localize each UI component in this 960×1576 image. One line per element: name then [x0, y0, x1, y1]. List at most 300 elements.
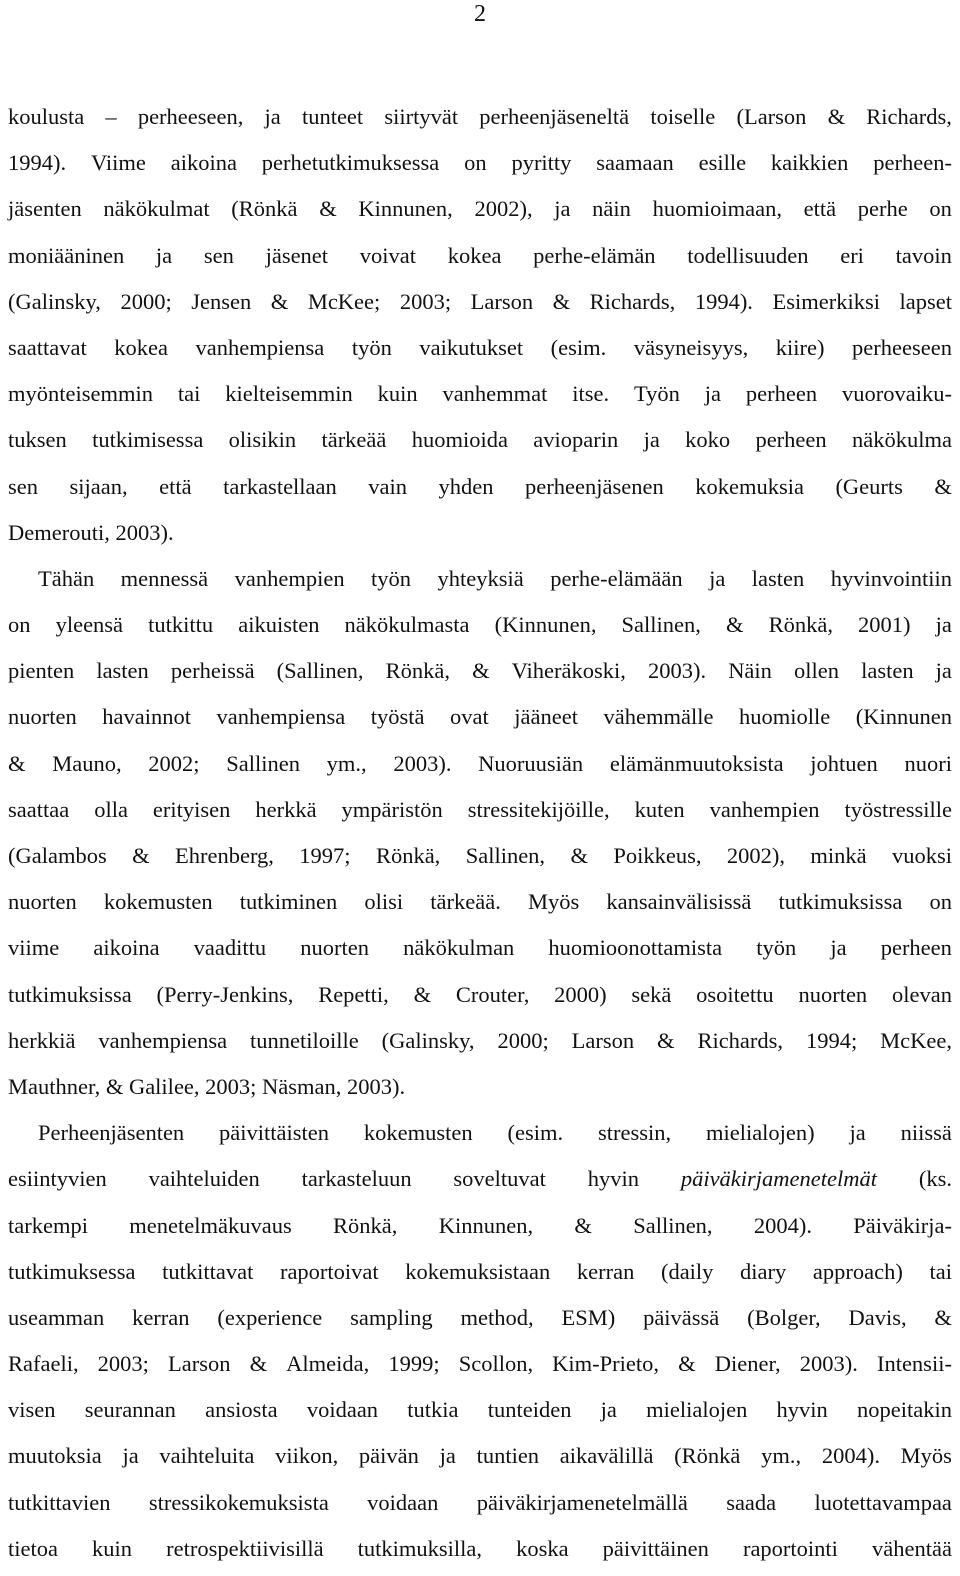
word: (ks.: [918, 1166, 952, 1192]
word: Davis,: [848, 1304, 907, 1330]
word: herkkä: [255, 796, 317, 822]
word: visen: [8, 1397, 56, 1423]
word: kerran: [576, 1258, 635, 1284]
word: 1999;: [388, 1351, 440, 1377]
word: Sallinen,: [465, 843, 546, 868]
word: pyritty: [511, 150, 572, 176]
word: perhe-elämään: [550, 565, 683, 591]
word: (esim.: [550, 334, 607, 360]
word: ja: [600, 1397, 617, 1423]
word: (experience: [217, 1304, 323, 1330]
word: hyvinvointiin: [830, 565, 952, 591]
word: saada: [726, 1489, 777, 1515]
word: huomioimaan,: [652, 196, 782, 222]
word: tutkia: [407, 1397, 459, 1423]
word: tai: [929, 1258, 952, 1284]
word: (Galinsky,: [381, 1027, 475, 1053]
word: &: [934, 1304, 952, 1330]
word: tutkittavien: [8, 1489, 111, 1515]
word: yleensä: [55, 612, 124, 638]
word: on: [8, 612, 31, 638]
word: Kinnunen,: [438, 1212, 534, 1238]
word: 2003;: [97, 1351, 149, 1377]
word: &: [249, 1351, 268, 1377]
word: kokemusten: [103, 889, 213, 915]
word: Myös: [900, 1443, 952, 1469]
word: &: [574, 1212, 592, 1238]
word: lasten: [751, 565, 805, 591]
word: stressikokemuksista: [148, 1489, 329, 1515]
text-line: [8, 140, 952, 186]
word: vanhempiensa: [195, 334, 325, 360]
word: sen: [8, 473, 38, 499]
word: ja: [554, 196, 571, 222]
word: ym.,: [326, 750, 367, 776]
word: Perheenjäsenten: [38, 1120, 185, 1146]
word: Rönkä,: [333, 1212, 398, 1238]
word: perheen: [755, 427, 827, 453]
word: kiire): [775, 334, 825, 360]
word: perheissä: [170, 658, 255, 684]
word: 2000;: [497, 1027, 549, 1053]
word: Sallinen,: [621, 612, 701, 638]
text-line: [8, 1526, 952, 1572]
word: esiintyvien: [8, 1166, 107, 1192]
word: avioparin: [533, 427, 619, 453]
word: 1997;: [299, 843, 351, 868]
text-line: [8, 741, 952, 787]
word: viikon,: [275, 1443, 339, 1469]
word: siirtyvät: [384, 104, 459, 129]
word: 2003).: [647, 658, 707, 684]
word: raportoivat: [279, 1258, 379, 1284]
word: tarkempi: [8, 1212, 88, 1238]
word: minkä: [810, 843, 867, 868]
word: Larson: [168, 1351, 231, 1377]
word: nuorten: [300, 935, 369, 961]
word: vanhempiensa: [98, 1027, 228, 1053]
word: &: [270, 288, 289, 314]
word: työn: [351, 334, 392, 360]
word: Kinnunen,: [358, 196, 453, 222]
word: näkökulmasta: [344, 612, 470, 638]
word: aikavälillä: [559, 1443, 654, 1469]
word: perhe-elämän: [533, 242, 656, 268]
word: nuori: [904, 750, 952, 776]
word: kansainvälisissä: [606, 889, 752, 915]
word: näkökulma: [851, 427, 952, 453]
word: saamaan: [596, 150, 674, 176]
word: että: [159, 473, 192, 499]
word: kokemuksistaan: [405, 1258, 551, 1284]
word: Jensen: [191, 288, 252, 314]
word: tutkittavat: [162, 1258, 254, 1284]
word: diary: [740, 1258, 787, 1284]
word: tutkimuksilla,: [357, 1535, 483, 1561]
word: päivittäinen: [602, 1535, 709, 1561]
word: vanhempien: [234, 565, 345, 591]
word: (Sallinen,: [276, 658, 364, 684]
word: retrospektiivisillä: [166, 1535, 324, 1561]
word: mielialojen: [646, 1397, 748, 1423]
word: Scollon,: [458, 1351, 534, 1377]
word: vähentää: [872, 1535, 952, 1561]
word: luotettavampaa: [814, 1489, 952, 1515]
word: soveltuvat: [453, 1166, 546, 1192]
word: menetelmäkuvaus: [129, 1212, 292, 1238]
word: mielialojen): [705, 1120, 815, 1146]
word: tutkimisessa: [92, 427, 204, 453]
word: on: [929, 889, 952, 915]
word: havainnot: [102, 704, 191, 730]
word: kuin: [377, 381, 418, 407]
word: vaikutukset: [419, 334, 524, 360]
word: 2003;: [399, 288, 452, 314]
word: työstä: [370, 704, 425, 730]
word: Työn: [634, 381, 680, 407]
text-line: [8, 1433, 952, 1479]
word: olevan: [891, 981, 952, 1007]
word: Kim-Prieto,: [552, 1351, 660, 1377]
word: perheeseen: [852, 334, 952, 360]
word: sampling: [350, 1304, 433, 1330]
word: tunteet: [301, 104, 364, 129]
word: tutkimuksissa: [778, 889, 903, 915]
word: vuorovaiku-: [841, 381, 952, 407]
word: tutkiminen: [239, 889, 338, 915]
word: 2000;: [120, 288, 172, 314]
word: niissä: [900, 1120, 952, 1146]
word: 2003).: [799, 1351, 858, 1377]
word: kokemusten: [363, 1120, 473, 1146]
word: olla: [94, 796, 128, 822]
word: näin: [592, 196, 631, 222]
word: työn: [756, 935, 797, 961]
text-line: [8, 279, 952, 325]
word: näkökulmat: [103, 196, 210, 222]
word: toiselle: [650, 104, 716, 129]
text-line: [8, 1018, 952, 1064]
word: Sallinen: [226, 750, 300, 776]
word: ovat: [450, 704, 489, 730]
word: työstressille: [844, 796, 952, 822]
word: 2004).: [753, 1212, 812, 1238]
word: Sallinen,: [633, 1212, 713, 1238]
word: &: [413, 981, 432, 1007]
word: koska: [516, 1535, 569, 1561]
word: muutoksia: [8, 1443, 102, 1469]
text-line: [8, 186, 952, 232]
word: perhetutkimuksessa: [261, 150, 440, 176]
word: vaihteluita: [159, 1443, 255, 1469]
word: vanhempien: [709, 796, 820, 822]
word: tunnetiloille: [250, 1027, 359, 1053]
word: perhe: [857, 196, 908, 222]
word: tuksen: [8, 427, 67, 453]
word: on: [929, 196, 952, 222]
word: Viheräkoski,: [511, 658, 626, 684]
word: ollen: [794, 658, 840, 684]
word: lapset: [899, 288, 952, 314]
text-line: [8, 1203, 952, 1249]
word: päivän: [358, 1443, 419, 1469]
word: voidaan: [306, 1397, 379, 1423]
word: kokea: [114, 334, 168, 360]
word: nopeitakin: [857, 1397, 952, 1423]
word: aikuisten: [238, 612, 320, 638]
word: viime: [8, 935, 60, 961]
word: Rönkä,: [385, 658, 450, 684]
word: perheenjäseneltä: [479, 104, 630, 129]
word: kuin: [92, 1535, 133, 1561]
word: nuorten: [798, 981, 868, 1007]
word: koulusta: [8, 104, 85, 129]
word: itse.: [572, 381, 610, 407]
word: Myös: [528, 889, 580, 915]
text-line: [8, 1064, 952, 1110]
text-line: [8, 1480, 952, 1526]
word: yhteyksiä: [437, 565, 524, 591]
word: hyvin: [587, 1166, 639, 1192]
word: huomiolle: [738, 704, 831, 730]
text-line: [8, 1341, 952, 1387]
word: Nuoruusiän: [478, 750, 584, 776]
word: &: [657, 1027, 675, 1053]
word: &: [319, 196, 337, 222]
word: Mauthner, & Galilee, 2003; Näsman, 2003).: [8, 1073, 406, 1099]
word: 2004).: [821, 1443, 880, 1469]
word: jäsenten: [8, 196, 82, 222]
word: vanhemmat: [442, 381, 548, 407]
text-line: [8, 648, 952, 694]
word: johtuen: [810, 750, 878, 776]
word: tutkimuksissa: [8, 981, 132, 1007]
text-line: [8, 510, 952, 556]
word: tavoin: [895, 242, 952, 268]
word: &: [827, 104, 846, 129]
word: yhden: [438, 473, 494, 499]
word: nuorten: [8, 889, 77, 915]
word: lasten: [861, 658, 914, 684]
word: Larson: [470, 288, 534, 314]
text-line: [8, 556, 952, 602]
word: työn: [371, 565, 412, 591]
word: tunteiden: [487, 1397, 572, 1423]
word: ja: [155, 242, 173, 268]
word: moniääninen: [8, 242, 125, 268]
word: 1994).: [694, 288, 753, 314]
body-text: [8, 94, 952, 1572]
word: sekä: [631, 981, 672, 1007]
word: tarkasteluun: [301, 1166, 412, 1192]
word: Diener,: [714, 1351, 781, 1377]
word: lasten: [96, 658, 149, 684]
word: kerran: [132, 1304, 190, 1330]
word: tarkastellaan: [223, 473, 337, 499]
word: vain: [368, 473, 408, 499]
word: Tähän: [38, 565, 95, 591]
word: tärkeää.: [430, 889, 501, 915]
word: elämänmuutoksista: [609, 750, 784, 776]
word: saattavat: [8, 334, 87, 360]
word: ansiosta: [205, 1397, 278, 1423]
word: vaihteluiden: [148, 1166, 260, 1192]
word: sijaan,: [69, 473, 128, 499]
text-line: [8, 602, 952, 648]
word: useamman: [8, 1304, 105, 1330]
text-line: [8, 833, 952, 879]
word: ja: [935, 612, 952, 638]
word: pienten: [8, 658, 75, 684]
word: koko: [685, 427, 731, 453]
word: stressin,: [597, 1120, 672, 1146]
word: (daily: [660, 1258, 714, 1284]
word: voidaan: [367, 1489, 439, 1515]
word: tutkittu: [148, 612, 214, 638]
word: osoitettu: [696, 981, 774, 1007]
text-line: [8, 787, 952, 833]
word: kuten: [634, 796, 685, 822]
word: näkökulman: [403, 935, 515, 961]
word: ja: [704, 381, 722, 407]
word: (Perry-Jenkins,: [156, 981, 294, 1007]
word: päivässä: [643, 1304, 720, 1330]
word: McKee;: [307, 288, 381, 314]
word: 1994;: [805, 1027, 858, 1053]
word: Repetti,: [318, 981, 389, 1007]
word: (Rönkä: [231, 196, 298, 222]
word: herkkiä: [8, 1027, 76, 1053]
word: kokea: [447, 242, 502, 268]
word: erityisen: [152, 796, 231, 822]
word: tutkimuksessa: [8, 1258, 136, 1284]
text-line: [8, 879, 952, 925]
word: kielteisemmin: [225, 381, 353, 407]
word: vanhempiensa: [216, 704, 346, 730]
text-line: [8, 94, 952, 140]
word: Richards,: [697, 1027, 784, 1053]
word: myönteisemmin: [8, 381, 153, 407]
word: saattaa: [8, 796, 70, 822]
word: kaikkien: [770, 150, 849, 176]
word: ja: [709, 565, 726, 591]
word: päivittäisten: [219, 1120, 330, 1146]
word: mennessä: [120, 565, 209, 591]
word: ym.,: [761, 1443, 802, 1469]
word: (Bolger,: [747, 1304, 821, 1330]
word: &: [8, 750, 26, 776]
word: Richards,: [866, 104, 952, 129]
word: (esim.: [507, 1120, 564, 1146]
word: aikoina: [93, 935, 160, 961]
word: sen: [203, 242, 234, 268]
word: (Galinsky,: [8, 288, 101, 314]
word: tai: [177, 381, 201, 407]
word: jäsenet: [265, 242, 329, 268]
text-line: [8, 925, 952, 971]
word: Almeida,: [286, 1351, 370, 1377]
word: 2000): [554, 981, 607, 1007]
word: ja: [935, 658, 952, 684]
word: eri: [840, 242, 864, 268]
word: Viime: [90, 150, 146, 176]
word: 2002),: [474, 196, 533, 222]
word: stressitekijöille,: [467, 796, 610, 822]
word: Poikkeus,: [613, 843, 702, 868]
word: McKee,: [880, 1027, 952, 1053]
word: &: [570, 843, 588, 868]
word: Rönkä,: [768, 612, 833, 638]
word: 2001): [858, 612, 911, 638]
word: jääneet: [514, 704, 578, 730]
word: vaadittu: [193, 935, 267, 961]
text-line: [8, 371, 952, 417]
word: Rafaeli,: [8, 1351, 79, 1377]
word: nuorten: [8, 704, 77, 730]
text-line: [8, 1295, 952, 1341]
word: Ehrenberg,: [175, 843, 274, 868]
word: –: [105, 104, 117, 129]
word: (Kinnunen,: [494, 612, 597, 638]
word: (Galambos: [8, 843, 107, 868]
text-line: [8, 1387, 952, 1433]
word: ja: [439, 1443, 456, 1469]
word: &: [132, 843, 150, 868]
word: seurannan: [84, 1397, 176, 1423]
text-line: [8, 1110, 952, 1156]
word: Demerouti, 2003).: [8, 519, 174, 545]
word: &: [725, 612, 744, 638]
word: vähemmälle: [603, 704, 714, 730]
text-line: [8, 233, 952, 279]
word: raportointi: [742, 1535, 838, 1561]
word: kokemuksia: [695, 473, 804, 499]
word: perheen-: [873, 150, 952, 176]
word: 2002;: [148, 750, 200, 776]
word: vuoksi: [891, 843, 952, 868]
word: 2003).: [393, 750, 452, 776]
word: perheen: [745, 381, 818, 407]
word: Crouter,: [455, 981, 530, 1007]
word: ESM): [561, 1304, 616, 1330]
text-line: [8, 325, 952, 371]
word: &: [678, 1351, 696, 1377]
word: Rönkä,: [375, 843, 441, 868]
word: tärkeää: [321, 427, 387, 453]
word: perheeseen,: [137, 104, 244, 129]
word: Mauno,: [52, 750, 122, 776]
word: esille: [698, 150, 747, 176]
word: approach): [812, 1258, 903, 1284]
word: (Larson: [736, 104, 807, 129]
word: (Kinnunen: [855, 704, 952, 730]
word: Esimerkiksi: [772, 288, 880, 314]
text-line: [8, 972, 952, 1018]
page-number: 2: [474, 1, 486, 27]
word: Näin: [728, 658, 772, 684]
word: päiväkirjamenetelmällä: [476, 1489, 688, 1515]
text-line: [8, 1249, 952, 1295]
text-line: [8, 1156, 952, 1202]
word: perheenjäsenen: [525, 473, 664, 499]
word: perheen: [880, 935, 952, 961]
word: (Rönkä: [674, 1443, 741, 1469]
word: ja: [122, 1443, 139, 1469]
word: ja: [830, 935, 847, 961]
word: ja: [849, 1120, 866, 1146]
word: ja: [643, 427, 660, 453]
word: 1994).: [8, 150, 67, 176]
